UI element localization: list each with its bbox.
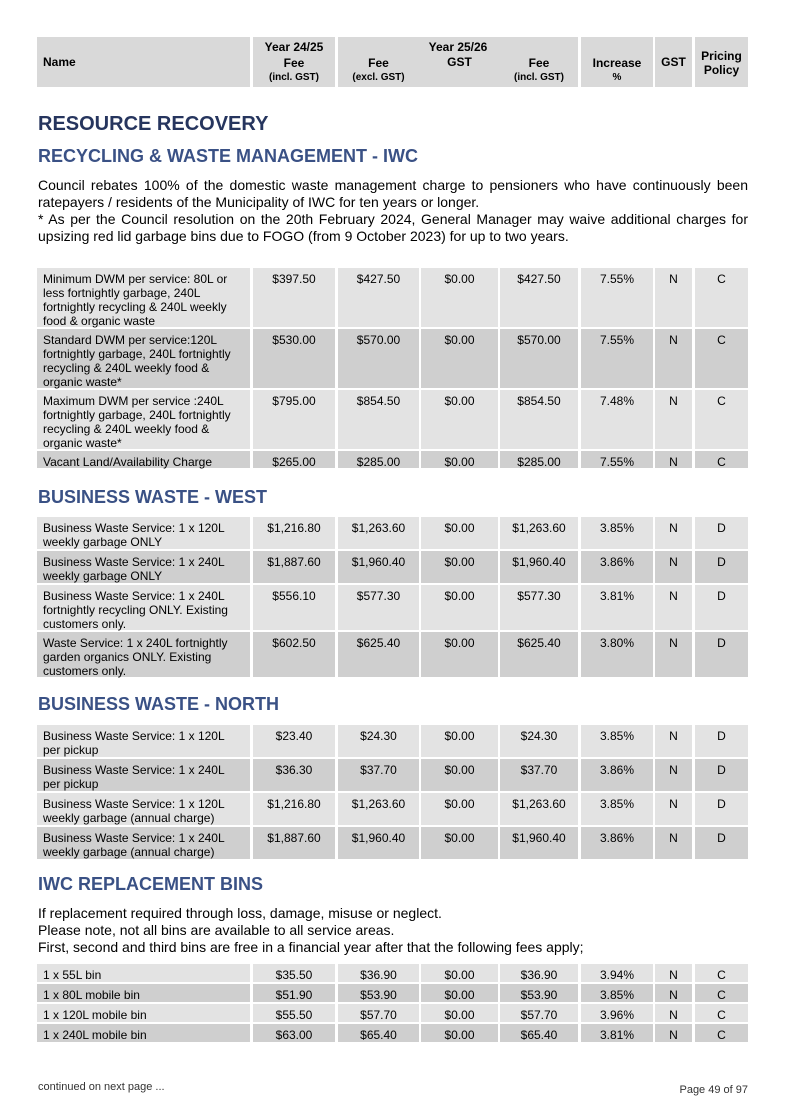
- row-gst-flag: N: [655, 759, 692, 791]
- row-gst: $0.00: [421, 329, 498, 388]
- row-increase: 7.55%: [581, 451, 653, 468]
- row-increase: 7.55%: [581, 329, 653, 388]
- recycling-table: [37, 268, 748, 470]
- table-row: [37, 1024, 748, 1044]
- header-percent: %: [612, 72, 622, 83]
- row-fee-prev: $795.00: [253, 390, 335, 449]
- recycling-note-1: Council rebates 100% of the domestic waste management charge to pensioners who have continuously been ratepayers / residents of the Municipality of IWC for ten years or longer.: [38, 177, 748, 210]
- row-gst: $0.00: [421, 793, 498, 825]
- row-fee-excl: $1,263.60: [338, 793, 419, 825]
- row-fee-incl: $1,263.60: [500, 793, 578, 825]
- row-gst-flag: N: [655, 551, 692, 583]
- row-gst-flag: N: [655, 390, 692, 449]
- row-gst-flag: N: [655, 827, 692, 859]
- row-name: Business Waste Service: 1 x 240L per pickup: [37, 759, 250, 791]
- table-row: [37, 551, 748, 585]
- row-name: Business Waste Service: 1 x 120L weekly garbage ONLY: [37, 517, 250, 549]
- header-gst: GST: [447, 55, 472, 69]
- west-title: BUSINESS WASTE - WEST: [38, 487, 268, 507]
- table-row: [37, 451, 748, 470]
- row-name: Business Waste Service: 1 x 240L weekly garbage ONLY: [37, 551, 250, 583]
- row-gst-flag: N: [655, 451, 692, 468]
- row-increase: 3.86%: [581, 827, 653, 859]
- row-fee-excl: $36.90: [338, 964, 419, 982]
- row-fee-incl: $24.30: [500, 725, 578, 757]
- row-policy: D: [695, 827, 748, 859]
- row-fee-incl: $65.40: [500, 1024, 578, 1042]
- row-fee-excl: $65.40: [338, 1024, 419, 1042]
- table-row: [37, 793, 748, 827]
- row-name: 1 x 55L bin: [37, 964, 250, 982]
- row-gst-flag: N: [655, 517, 692, 549]
- row-gst: $0.00: [421, 827, 498, 859]
- row-fee-prev: $530.00: [253, 329, 335, 388]
- row-gst: $0.00: [421, 551, 498, 583]
- row-gst: $0.00: [421, 725, 498, 757]
- row-gst-flag: N: [655, 964, 692, 982]
- row-fee-excl: $570.00: [338, 329, 419, 388]
- bins-notes: [38, 905, 748, 956]
- section-title: RESOURCE RECOVERY: [38, 113, 269, 135]
- row-fee-prev: $36.30: [253, 759, 335, 791]
- row-fee-prev: $265.00: [253, 451, 335, 468]
- row-fee-excl: $57.70: [338, 1004, 419, 1022]
- header-fee-prev: Fee: [283, 56, 305, 70]
- row-policy: C: [695, 390, 748, 449]
- row-fee-incl: $625.40: [500, 632, 578, 677]
- row-fee-excl: $285.00: [338, 451, 419, 468]
- north-table: [37, 725, 748, 861]
- header-incl-prev: (incl. GST): [269, 72, 319, 83]
- table-row: [37, 329, 748, 390]
- row-fee-prev: $1,887.60: [253, 827, 335, 859]
- continued-note: continued on next page ...: [38, 1081, 165, 1093]
- table-row: [37, 984, 748, 1004]
- row-increase: 3.86%: [581, 551, 653, 583]
- row-name: Waste Service: 1 x 240L fortnightly garden organics ONLY. Existing customers only.: [37, 632, 250, 677]
- header-gst-flag: GST: [661, 55, 686, 69]
- row-fee-prev: $1,216.80: [253, 517, 335, 549]
- row-gst: $0.00: [421, 1024, 498, 1042]
- row-fee-prev: $602.50: [253, 632, 335, 677]
- bins-note-2: Please note, not all bins are available to all service areas.: [38, 922, 395, 938]
- table-row: [37, 725, 748, 759]
- row-policy: C: [695, 451, 748, 468]
- header-fee-incl: Fee: [528, 56, 550, 70]
- row-gst: $0.00: [421, 632, 498, 677]
- row-policy: D: [695, 632, 748, 677]
- table-row: [37, 585, 748, 632]
- row-fee-excl: $37.70: [338, 759, 419, 791]
- recycling-note-2: * As per the Council resolution on the 20th February 2024, General Manager may waive additional charges for upsizing red lid garbage bins due to FOGO (from 9 October 2023) for up to two years.: [38, 211, 748, 244]
- row-increase: 3.81%: [581, 585, 653, 630]
- header-increase: Increase: [592, 56, 642, 70]
- header-gst-flag-cell: [655, 37, 692, 87]
- row-fee-incl: $37.70: [500, 759, 578, 791]
- row-policy: D: [695, 551, 748, 583]
- row-gst: $0.00: [421, 517, 498, 549]
- north-title: BUSINESS WASTE - NORTH: [38, 694, 280, 714]
- table-row: [37, 632, 748, 679]
- table-row: [37, 390, 748, 451]
- page-number: Page 49 of 97: [679, 1084, 748, 1096]
- row-fee-prev: $51.90: [253, 984, 335, 1002]
- row-gst: $0.00: [421, 759, 498, 791]
- header-name-cell: [37, 37, 250, 87]
- row-increase: 3.85%: [581, 725, 653, 757]
- row-policy: D: [695, 725, 748, 757]
- row-fee-incl: $1,263.60: [500, 517, 578, 549]
- row-fee-excl: $625.40: [338, 632, 419, 677]
- row-gst: $0.00: [421, 984, 498, 1002]
- header-curr-year-cell: [338, 37, 578, 87]
- row-name: Business Waste Service: 1 x 120L per pickup: [37, 725, 250, 757]
- row-fee-prev: $1,887.60: [253, 551, 335, 583]
- header-excl-gst: (excl. GST): [352, 72, 405, 83]
- row-fee-prev: $63.00: [253, 1024, 335, 1042]
- row-policy: C: [695, 268, 748, 327]
- table-row: [37, 517, 748, 551]
- table-row: [37, 759, 748, 793]
- row-fee-excl: $1,960.40: [338, 827, 419, 859]
- row-fee-excl: $24.30: [338, 725, 419, 757]
- row-name: 1 x 80L mobile bin: [37, 984, 250, 1002]
- table-row: [37, 827, 748, 861]
- row-fee-incl: $53.90: [500, 984, 578, 1002]
- row-fee-incl: $427.50: [500, 268, 578, 327]
- row-name: Vacant Land/Availability Charge: [37, 451, 250, 468]
- row-gst: $0.00: [421, 964, 498, 982]
- row-fee-incl: $1,960.40: [500, 551, 578, 583]
- row-fee-excl: $1,960.40: [338, 551, 419, 583]
- row-increase: 3.96%: [581, 1004, 653, 1022]
- row-name: Minimum DWM per service: 80L or less fortnightly garbage, 240L fortnightly recycling & 240L weekly food & organic waste: [37, 268, 250, 327]
- header-year-curr: Year 25/26: [428, 40, 488, 54]
- table-row: [37, 268, 748, 329]
- row-fee-incl: $57.70: [500, 1004, 578, 1022]
- row-fee-incl: $854.50: [500, 390, 578, 449]
- table-row: [37, 964, 748, 984]
- row-name: Maximum DWM per service :240L fortnightly garbage, 240L fortnightly recycling & 240L weekly food & organic waste*: [37, 390, 250, 449]
- header-prev-year-cell: [253, 37, 335, 87]
- row-increase: 3.86%: [581, 759, 653, 791]
- row-increase: 3.85%: [581, 984, 653, 1002]
- row-policy: D: [695, 793, 748, 825]
- row-increase: 7.55%: [581, 268, 653, 327]
- row-fee-excl: $577.30: [338, 585, 419, 630]
- row-name: Business Waste Service: 1 x 240L fortnightly recycling ONLY. Existing customers only.: [37, 585, 250, 630]
- row-fee-incl: $285.00: [500, 451, 578, 468]
- row-policy: D: [695, 585, 748, 630]
- row-fee-prev: $556.10: [253, 585, 335, 630]
- table-header: [37, 37, 748, 87]
- header-incl-gst: (incl. GST): [514, 72, 564, 83]
- west-table: [37, 517, 748, 679]
- header-fee-excl: Fee: [368, 56, 389, 70]
- row-increase: 3.85%: [581, 793, 653, 825]
- row-gst-flag: N: [655, 632, 692, 677]
- bins-table: [37, 964, 748, 1044]
- header-increase-cell: [581, 37, 653, 87]
- row-policy: C: [695, 984, 748, 1002]
- row-increase: 7.48%: [581, 390, 653, 449]
- row-name: 1 x 240L mobile bin: [37, 1024, 250, 1042]
- row-fee-prev: $35.50: [253, 964, 335, 982]
- header-year-prev: Year 24/25: [264, 40, 324, 54]
- bins-title: IWC REPLACEMENT BINS: [38, 874, 263, 894]
- row-gst: $0.00: [421, 451, 498, 468]
- row-fee-incl: $36.90: [500, 964, 578, 982]
- header-policy: Policy: [703, 63, 740, 77]
- row-name: Standard DWM per service:120L fortnightly garbage, 240L fortnightly recycling & 240L weekly food & organic waste*: [37, 329, 250, 388]
- row-fee-prev: $397.50: [253, 268, 335, 327]
- row-fee-incl: $1,960.40: [500, 827, 578, 859]
- row-gst-flag: N: [655, 1004, 692, 1022]
- header-name: Name: [43, 55, 76, 69]
- row-policy: C: [695, 1004, 748, 1022]
- row-gst: $0.00: [421, 268, 498, 327]
- row-name: Business Waste Service: 1 x 240L weekly garbage (annual charge): [37, 827, 250, 859]
- row-gst-flag: N: [655, 793, 692, 825]
- row-fee-excl: $1,263.60: [338, 517, 419, 549]
- row-policy: D: [695, 759, 748, 791]
- header-pricing: Pricing: [701, 49, 742, 63]
- row-name: Business Waste Service: 1 x 120L weekly garbage (annual charge): [37, 793, 250, 825]
- row-name: 1 x 120L mobile bin: [37, 1004, 250, 1022]
- row-policy: C: [695, 1024, 748, 1042]
- recycling-title: RECYCLING & WASTE MANAGEMENT - IWC: [38, 146, 418, 166]
- row-gst: $0.00: [421, 390, 498, 449]
- row-gst-flag: N: [655, 1024, 692, 1042]
- table-row: [37, 1004, 748, 1024]
- row-increase: 3.85%: [581, 517, 653, 549]
- row-fee-prev: $23.40: [253, 725, 335, 757]
- row-gst-flag: N: [655, 329, 692, 388]
- header-pricing-cell: [695, 37, 748, 87]
- row-fee-excl: $854.50: [338, 390, 419, 449]
- row-fee-excl: $427.50: [338, 268, 419, 327]
- row-policy: D: [695, 517, 748, 549]
- recycling-notes: [38, 177, 748, 245]
- bins-note-1: If replacement required through loss, damage, misuse or neglect.: [38, 905, 442, 921]
- row-fee-excl: $53.90: [338, 984, 419, 1002]
- row-policy: C: [695, 964, 748, 982]
- row-gst-flag: N: [655, 725, 692, 757]
- bins-note-3: First, second and third bins are free in a financial year after that the following fees apply;: [38, 939, 584, 955]
- row-gst: $0.00: [421, 585, 498, 630]
- row-gst: $0.00: [421, 1004, 498, 1022]
- row-fee-prev: $1,216.80: [253, 793, 335, 825]
- row-gst-flag: N: [655, 585, 692, 630]
- row-increase: 3.81%: [581, 1024, 653, 1042]
- row-gst-flag: N: [655, 984, 692, 1002]
- row-fee-incl: $577.30: [500, 585, 578, 630]
- row-fee-incl: $570.00: [500, 329, 578, 388]
- row-increase: 3.94%: [581, 964, 653, 982]
- row-increase: 3.80%: [581, 632, 653, 677]
- row-fee-prev: $55.50: [253, 1004, 335, 1022]
- row-policy: C: [695, 329, 748, 388]
- row-gst-flag: N: [655, 268, 692, 327]
